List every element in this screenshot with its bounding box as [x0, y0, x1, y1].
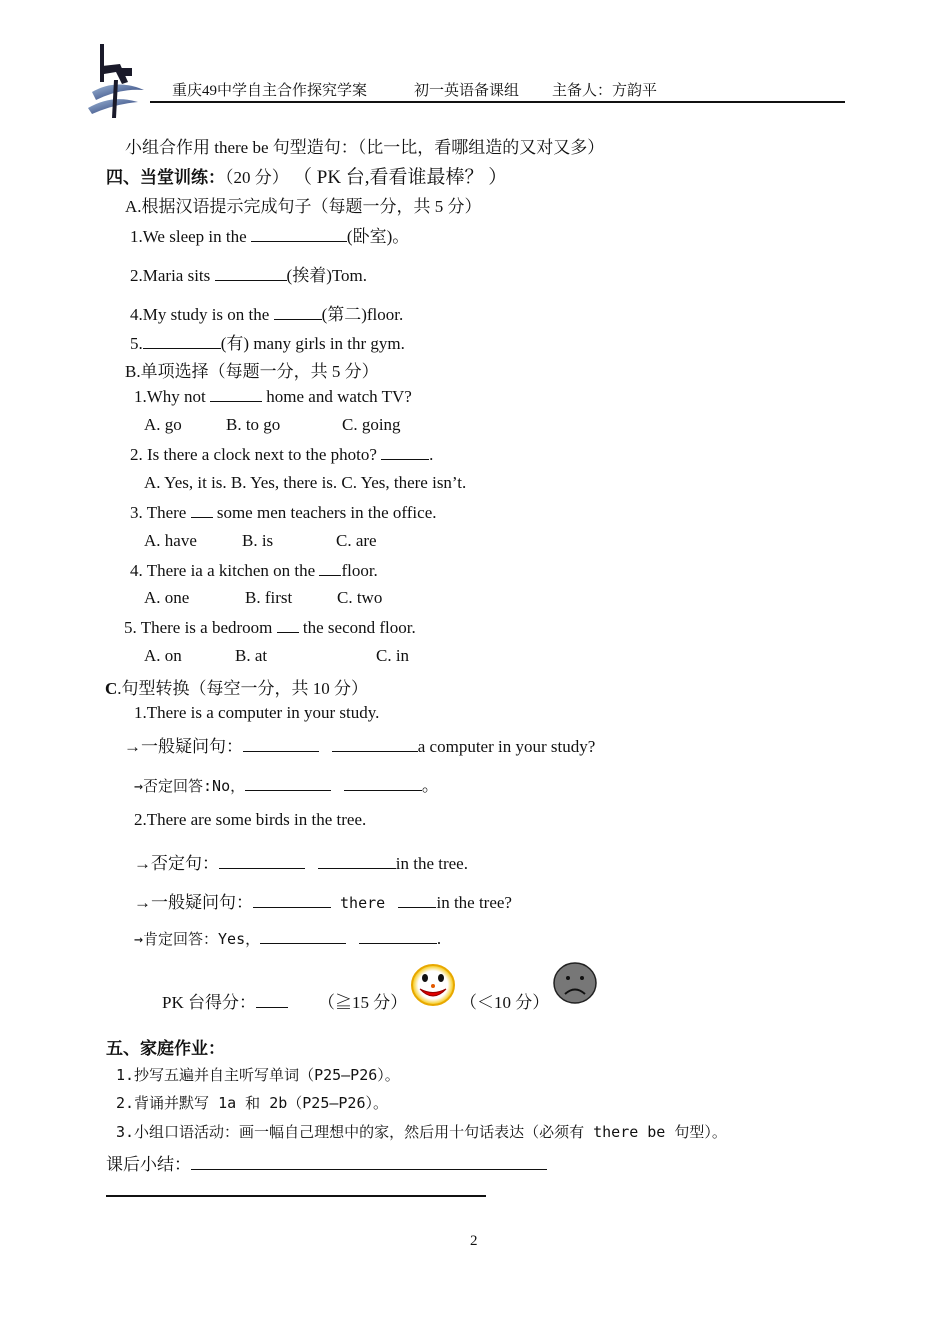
answer-blank[interactable]	[398, 892, 436, 908]
header-rule	[150, 101, 845, 103]
summary-label: 课后小结：	[106, 1155, 191, 1174]
partC-s2-question	[134, 888, 512, 913]
header-group: 英语备课组	[444, 83, 520, 99]
partB-q4-opt-b[interactable]: B. first	[245, 588, 293, 607]
question-text: home and watch TV?	[262, 387, 412, 406]
question-text: 2. Is there a clock next to the photo?	[130, 445, 382, 464]
partB-q3	[130, 502, 437, 523]
item-text: 5.	[130, 334, 143, 353]
partB-q3-opt-b[interactable]: B. is	[242, 531, 274, 550]
answer-blank[interactable]	[143, 333, 221, 349]
smiley-face-icon	[410, 963, 456, 1007]
partB-q3-opt-a[interactable]: A. have	[144, 531, 197, 550]
partC-s1-negative	[134, 771, 439, 796]
partB-q3-opt-c[interactable]: C. are	[336, 531, 377, 550]
answer-blank[interactable]	[191, 502, 213, 518]
partB-q5-opt-b[interactable]: B. at	[235, 646, 268, 665]
question-text: .	[429, 445, 434, 464]
pk-score-label: PK 台得分：	[162, 993, 256, 1012]
partC-title	[105, 674, 368, 699]
item-hint: (卧室)。	[346, 227, 410, 246]
homework-1: 1.抄写五遍并自主听写单词（P25—P26）。	[116, 1066, 400, 1084]
partC-s2-negative	[134, 849, 468, 874]
header-author: 主备人：方韵平	[552, 83, 658, 99]
partB-q5-opt-a[interactable]: A. on	[144, 646, 182, 665]
item-hint: (挨着)Tom.	[286, 266, 368, 285]
partC-s2: 2.There are some birds in the tree.	[134, 810, 367, 829]
prompt-label: →一般疑问句：	[124, 737, 243, 756]
section4-score: （20 分）	[225, 168, 289, 187]
summary-row	[106, 1150, 547, 1175]
item-hint: (有) many girls in thr gym.	[220, 334, 405, 353]
partA-item-4	[130, 300, 403, 325]
question-text: 4. There ia a kitchen on the	[130, 561, 320, 580]
summary-blank[interactable]	[191, 1154, 547, 1170]
partC-s2-yes	[134, 928, 441, 949]
homework-2: 2.背诵并默写 1a 和 2b（P25—P26）。	[116, 1094, 388, 1112]
sad-face-icon	[552, 961, 598, 1005]
intro-line: 小组合作用 there be 句型造句：（比一比，看哪组造的又对又多）	[125, 138, 605, 157]
summary-second-line[interactable]	[106, 1195, 486, 1197]
prompt-label: →否定回答:No，	[134, 777, 246, 795]
partA-item-2	[130, 261, 367, 286]
question-text: 3. There	[130, 503, 191, 522]
partC-title-text: .句型转换（每空一分，共 10 分）	[117, 679, 369, 698]
partC-s1: 1.There is a computer in your study.	[134, 703, 380, 722]
page-number: 2	[470, 1233, 478, 1249]
partB-q1-opt-c[interactable]: C. going	[342, 415, 401, 434]
prompt-text: .	[436, 929, 442, 948]
answer-blank[interactable]	[332, 736, 418, 752]
answer-blank[interactable]	[210, 386, 262, 402]
pk-score-row	[162, 988, 288, 1013]
partB-q1	[134, 386, 412, 407]
partB-q5-opt-c[interactable]: C. in	[376, 646, 410, 665]
answer-blank[interactable]	[243, 736, 319, 752]
answer-blank[interactable]	[344, 775, 422, 791]
prompt-label: →否定句：	[134, 854, 219, 873]
item-text: 4.My study is on the	[130, 305, 274, 324]
answer-blank[interactable]	[359, 928, 437, 944]
section4-pk: （ PK 台,看看谁最棒？ ）	[293, 167, 508, 188]
item-text: 2.Maria sits	[130, 266, 215, 285]
header-grade	[414, 79, 519, 100]
school-logo-icon	[86, 42, 148, 120]
partB-q2-options[interactable]: A. Yes, it is. B. Yes, there is. C. Yes, there isn’t.	[144, 473, 467, 492]
partB-q1-opt-a[interactable]: A. go	[144, 415, 182, 434]
pk-score-blank[interactable]	[256, 992, 288, 1008]
answer-blank[interactable]	[318, 853, 396, 869]
question-text: 5. There is a bedroom	[124, 618, 277, 637]
prompt-text: 。	[421, 776, 439, 795]
partC-letter: C	[105, 679, 118, 698]
item-text: 1.We sleep in the	[130, 227, 251, 246]
prompt-label: →肯定回答：Yes，	[134, 930, 261, 948]
partB-q4-opt-a[interactable]: A. one	[144, 588, 190, 607]
partA-title: A.根据汉语提示完成句子（每题一分，共 5 分）	[125, 197, 482, 216]
header-school: 重庆49中学自主合作探究学案	[172, 83, 368, 99]
pk-high-label: （≧15 分）	[318, 993, 408, 1012]
header-grade-label: 初一	[414, 83, 445, 99]
answer-blank[interactable]	[245, 775, 331, 791]
answer-blank[interactable]	[277, 617, 299, 633]
prompt-text: a computer in your study?	[417, 737, 596, 756]
answer-blank[interactable]	[253, 892, 331, 908]
partA-item-5	[130, 329, 405, 354]
question-text: 1.Why not	[134, 387, 211, 406]
question-text: floor.	[341, 561, 378, 580]
prompt-label: →一般疑问句：	[134, 893, 253, 912]
section4-title: 四、当堂训练：	[106, 168, 225, 187]
answer-blank[interactable]	[219, 853, 305, 869]
answer-blank[interactable]	[251, 226, 347, 242]
answer-blank[interactable]	[215, 265, 287, 281]
homework-3: 3.小组口语活动：画一幅自己理想中的家，然后用十句话表达（必须有 there be 句型）。	[116, 1123, 727, 1141]
partA-item-1	[130, 222, 409, 247]
question-text: some men teachers in the office.	[212, 503, 437, 522]
partB-q1-opt-b[interactable]: B. to go	[226, 415, 281, 434]
partC-s1-question	[124, 732, 595, 757]
section5-title: 五、家庭作业：	[106, 1039, 225, 1058]
answer-blank[interactable]	[381, 444, 429, 460]
question-text: the second floor.	[298, 618, 416, 637]
section4-heading	[106, 162, 507, 189]
partB-q2	[130, 444, 433, 465]
partB-q4	[130, 560, 378, 581]
partB-q5	[124, 617, 416, 638]
prompt-text: in the tree?	[436, 893, 512, 912]
item-hint: (第二)floor.	[321, 305, 404, 324]
prompt-text: in the tree.	[395, 854, 468, 873]
prompt-text: there	[331, 894, 395, 912]
answer-blank[interactable]	[319, 560, 341, 576]
partB-title: B.单项选择（每题一分，共 5 分）	[125, 362, 379, 381]
answer-blank[interactable]	[274, 304, 322, 320]
pk-low-label: （＜10 分）	[460, 993, 550, 1012]
partB-q4-opt-c[interactable]: C. two	[337, 588, 383, 607]
answer-blank[interactable]	[260, 928, 346, 944]
